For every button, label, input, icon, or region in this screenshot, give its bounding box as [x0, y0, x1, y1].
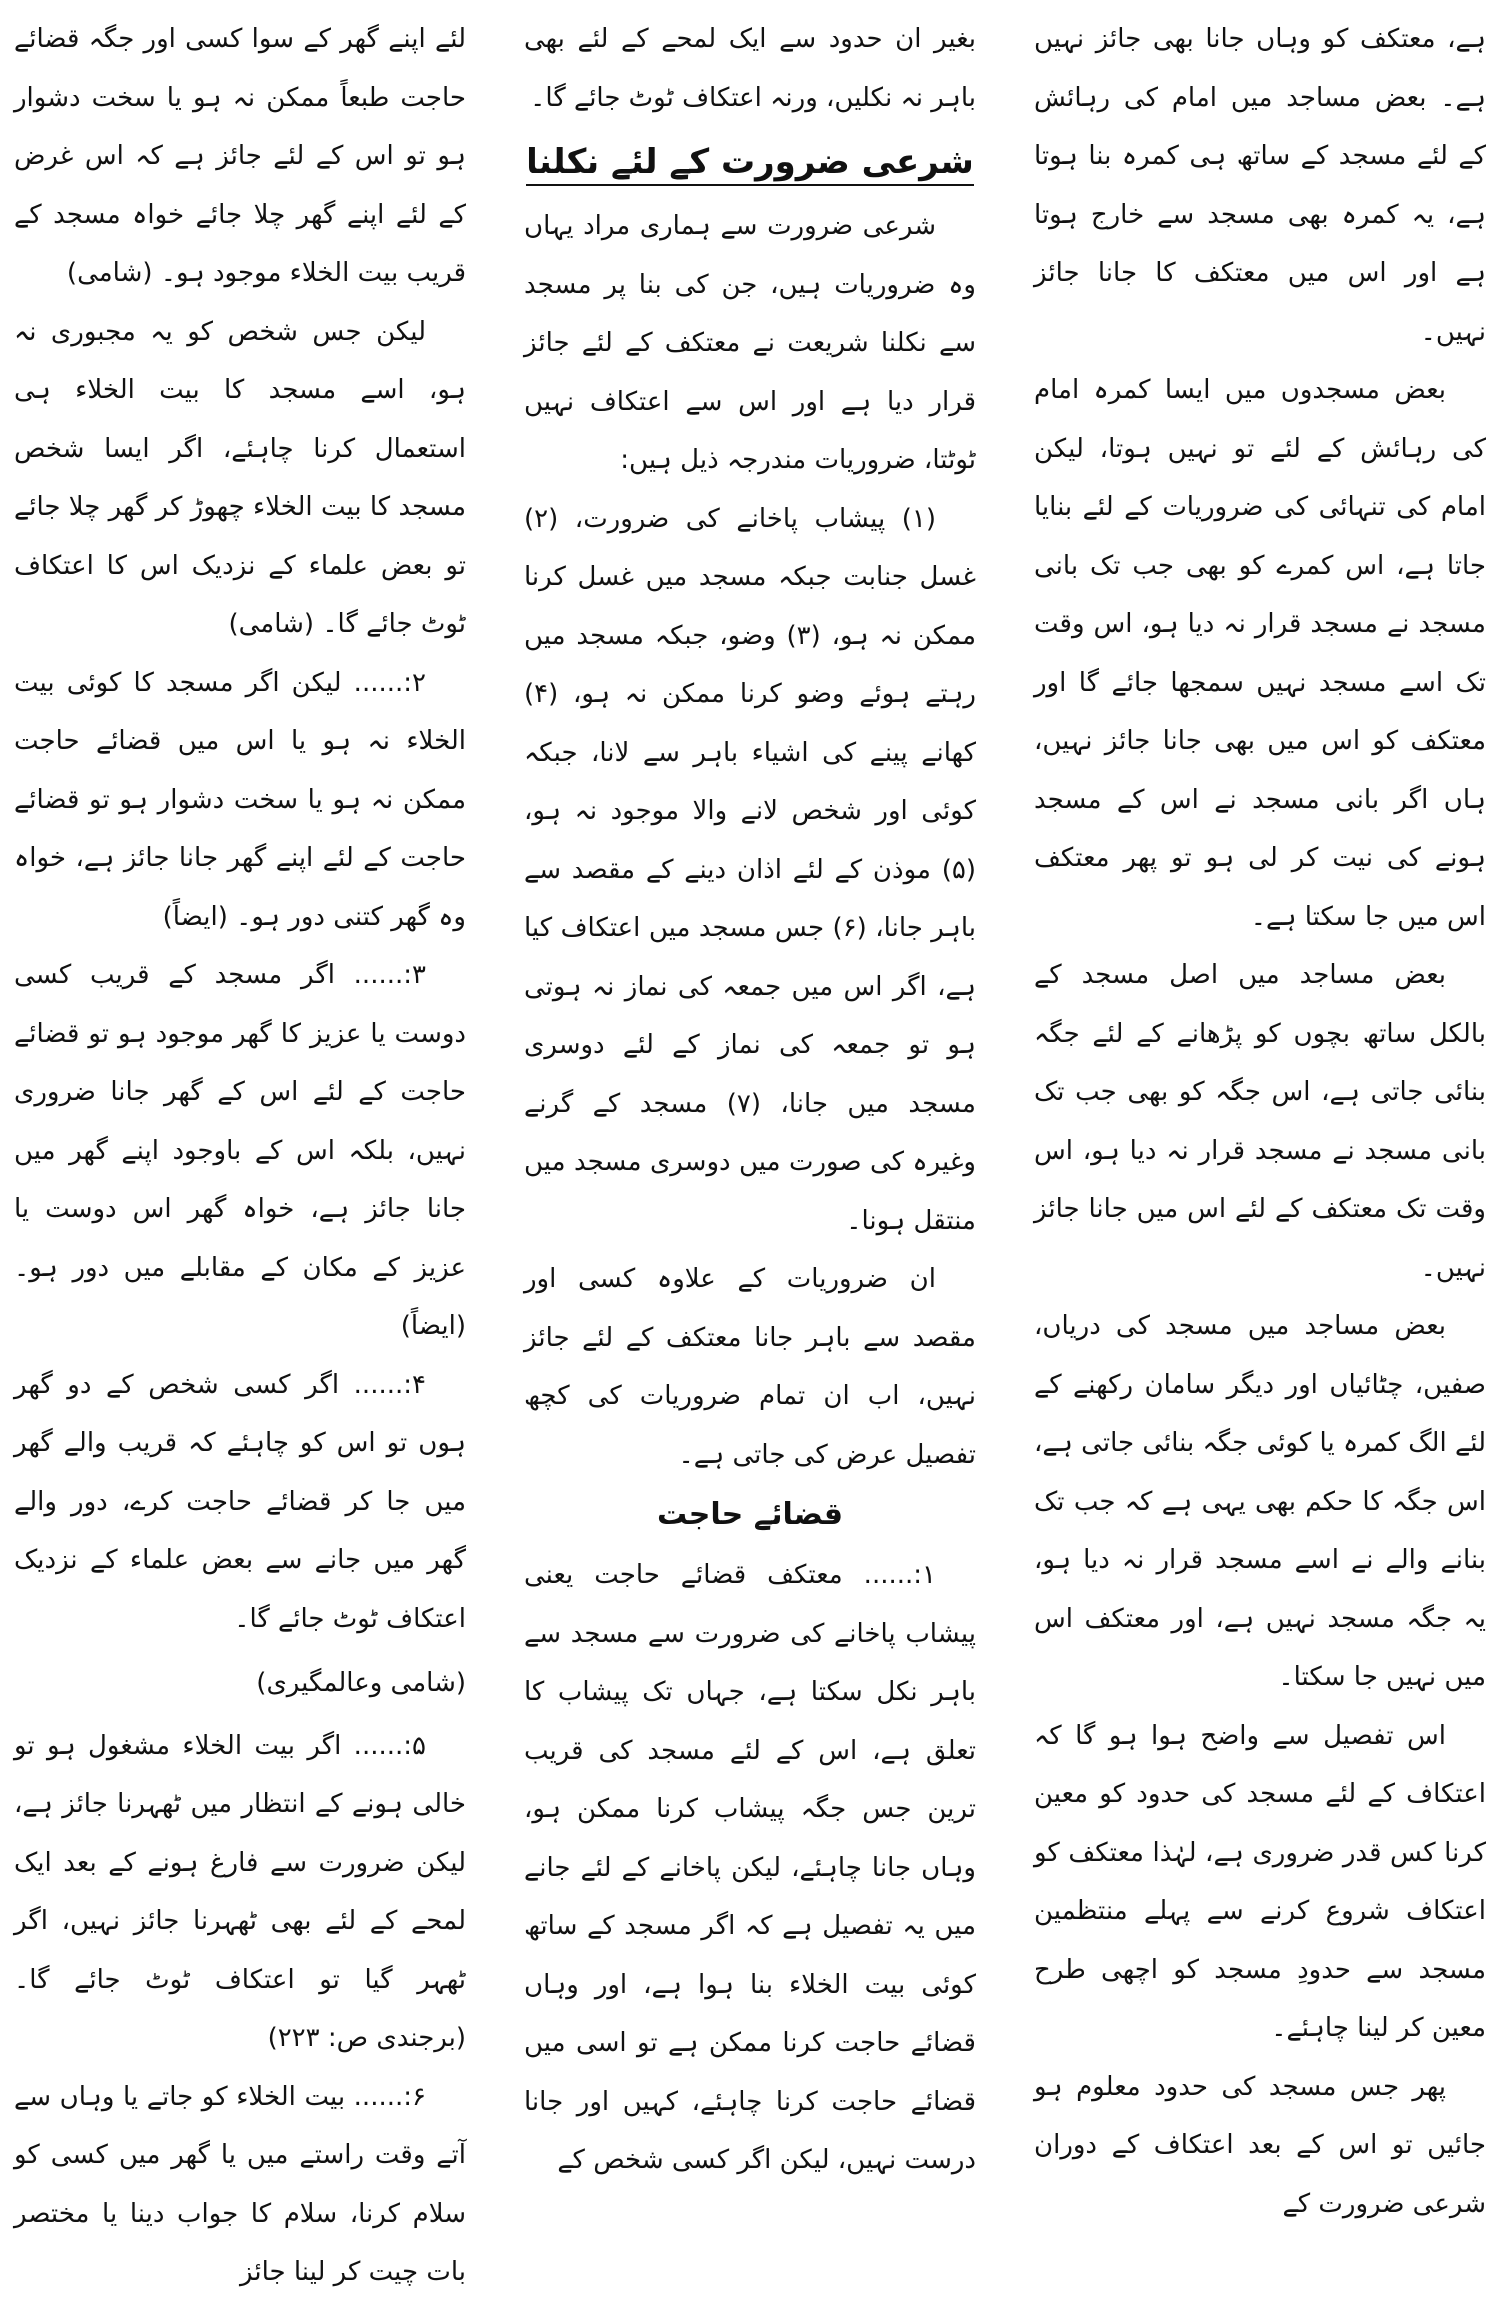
paragraph: بعض مساجد میں اصل مسجد کے بالکل ساتھ بچوں کو پڑھانے کے لئے جگہ بنائی جاتی ہے، اس جگہ کو بھی جب تک بانی مسجد نے مسجد قرار نہ دیا ہو، اس وقت تک معتکف کے لئے اس میں جانا جائز نہیں۔	[1034, 960, 1486, 1283]
paragraph: پھر جس مسجد کی حدود معلوم ہو جائیں تو اس کے بعد اعتکاف کے دوران شرعی ضرورت کے	[1034, 2071, 1486, 2219]
paragraph: بعض مساجد میں مسجد کی دریاں، صفیں، چٹائیاں اور دیگر سامان رکھنے کے لئے الگ کمرہ یا کوئی جگہ بنائی جاتی ہے، اس جگہ کا حکم بھی یہی ہے کہ جب تک بنانے والے نے اسے مسجد قرار نہ دیا ہو، یہ جگہ مسجد نہیں ہے، اور معتکف اس میں نہیں جا سکتا۔	[1034, 1311, 1486, 1692]
paragraph: ۵:...... اگر بیت الخلاء مشغول ہو تو خالی ہونے کے انتظار میں ٹھہرنا جائز ہے، لیکن ضرورت سے فارغ ہونے کے بعد ایک لمحے کے لئے بھی ٹھہرنا جائز نہیں، اگر ٹھہر گیا تو اعتکاف ٹوٹ جائے گا۔ (برجندی ص: ۲۲۳)	[14, 1730, 466, 2053]
paragraph: بعض مسجدوں میں ایسا کمرہ امام کی رہائش کے لئے تو نہیں ہوتا، لیکن امام کی تنہائی کی ضروریات کے لئے بنایا جاتا ہے، اس کمرے کو بھی جب تک بانی مسجد نے مسجد قرار نہ دیا ہو، اس وقت تک اسے مسجد نہیں سمجھا جائے گا اور معتکف کو اس میں بھی جانا جائز نہیں، ہاں اگر بانی مسجد نے اس کے مسجد ہونے کی نیت کر لی ہو تو پھر معتکف اس میں جا سکتا ہے۔	[1034, 375, 1486, 932]
paragraph: (۱) پیشاب پاخانے کی ضرورت، (۲) غسل جنابت جبکہ مسجد میں غسل کرنا ممکن نہ ہو، (۳) وضو، جبکہ مسجد میں رہتے ہوئے وضو کرنا ممکن نہ ہو، (۴) کھانے پینے کی اشیاء باہر سے لانا، جبکہ کوئی اور شخص لانے والا موجود نہ ہو، (۵) موذن کے لئے اذان دینے کے مقصد سے باہر جانا، (۶) جس مسجد میں اعتکاف کیا ہے، اگر اس میں جمعہ کی نماز نہ ہوتی ہو تو جمعہ کی نماز کے لئے دوسری مسجد میں جانا، (۷) مسجد کے گرنے وغیرہ کی صورت میں دوسری مسجد میں منتقل ہونا۔	[524, 503, 976, 1236]
paragraph: لئے اپنے گھر کے سوا کسی اور جگہ قضائے حاجت طبعاً ممکن نہ ہو یا سخت دشوار ہو تو اس کے لئے جائز ہے کہ اس غرض کے لئے اپنے گھر چلا جائے خواہ مسجد کے قریب بیت الخلاء موجود ہو۔ (شامی)	[14, 24, 466, 288]
paragraph: ۳:...... اگر مسجد کے قریب کسی دوست یا عزیز کا گھر موجود ہو تو قضائے حاجت کے لئے اس کے گھر جانا ضروری نہیں، بلکہ اس کے باوجود اپنے گھر میں جانا جائز ہے، خواہ گھر اس دوست یا عزیز کے مکان کے مقابلے میں دور ہو۔ (ایضاً)	[14, 960, 466, 1341]
paragraph: ۱:...... معتکف قضائے حاجت یعنی پیشاب پاخانے کی ضرورت سے مسجد سے باہر نکل سکتا ہے، جہاں تک پیشاب کا تعلق ہے، اس کے لئے مسجد کی قریب ترین جس جگہ پیشاب کرنا ممکن ہو، وہاں جانا چاہئے، لیکن پاخانے کے لئے جانے میں یہ تفصیل ہے کہ اگر مسجد کے ساتھ کوئی بیت الخلاء بنا ہوا ہے، اور وہاں قضائے حاجت کرنا ممکن ہے تو اسی میں قضائے حاجت کرنا چاہئے، کہیں اور جانا درست نہیں، لیکن اگر کسی شخص کے	[524, 1560, 976, 2175]
paragraph: ہے، معتکف کو وہاں جانا بھی جائز نہیں ہے۔ بعض مساجد میں امام کی رہائش کے لئے مسجد کے ساتھ ہی کمرہ بنا ہوتا ہے، یہ کمرہ بھی مسجد سے خارج ہوتا ہے اور اس میں معتکف کا جانا جائز نہیں۔	[1034, 24, 1486, 347]
column-right	[1034, 10, 1486, 2219]
paragraph: ۶:...... بیت الخلاء کو جاتے یا وہاں سے آتے وقت راستے میں یا گھر میں کسی کو سلام کرنا، سلام کا جواب دینا یا مختصر بات چیت کر لینا جائز	[14, 2081, 466, 2287]
paragraph: لیکن جس شخص کو یہ مجبوری نہ ہو، اسے مسجد کا بیت الخلاء ہی استعمال کرنا چاہئے، اگر ایسا شخص مسجد کا بیت الخلاء چھوڑ کر گھر چلا جائے تو بعض علماء کے نزدیک اس کا اعتکاف ٹوٹ جائے گا۔ (شامی)	[14, 316, 466, 639]
section-heading-text: شرعی ضرورت کے لئے نکلنا	[526, 142, 974, 186]
paragraph: بغیر ان حدود سے ایک لمحے کے لئے بھی باہر نہ نکلیں، ورنہ اعتکاف ٹوٹ جائے گا۔	[524, 24, 976, 113]
paragraph: ۴:...... اگر کسی شخص کے دو گھر ہوں تو اس کو چاہئے کہ قریب والے گھر میں جا کر قضائے حاجت کرے، دور والے گھر میں جانے سے بعض علماء کے نزدیک اعتکاف ٹوٹ جائے گا۔	[14, 1369, 466, 1634]
paragraph: ۲:...... لیکن اگر مسجد کا کوئی بیت الخلاء نہ ہو یا اس میں قضائے حاجت ممکن نہ ہو یا سخت دشوار ہو تو قضائے حاجت کے لئے اپنے گھر جانا جائز ہے، خواہ وہ گھر کتنی دور ہو۔ (ایضاً)	[14, 667, 466, 932]
paragraph: شرعی ضرورت سے ہماری مراد یہاں وہ ضروریات ہیں، جن کی بنا پر مسجد سے نکلنا شریعت نے معتکف کے لئے جائز قرار دیا ہے اور اس سے اعتکاف نہیں ٹوٹتا، ضروریات مندرجہ ذیل ہیں:	[524, 211, 976, 475]
column-middle	[524, 10, 976, 2200]
paragraph: اس تفصیل سے واضح ہوا ہو گا کہ اعتکاف کے لئے مسجد کی حدود کو معین کرنا کس قدر ضروری ہے، لہٰذا معتکف کو اعتکاف شروع کرنے سے پہلے منتظمین مسجد سے حدودِ مسجد کو اچھی طرح معین کر لینا چاہئے۔	[1034, 1720, 1486, 2043]
paragraph: ان ضروریات کے علاوہ کسی اور مقصد سے باہر جانا معتکف کے لئے جائز نہیں، اب ان تمام ضروریات کی کچھ تفصیل عرض کی جاتی ہے۔	[524, 1264, 976, 1470]
section-heading	[524, 127, 976, 197]
column-left	[14, 10, 466, 2287]
source-citation: (شامی وعالمگیری)	[256, 1668, 466, 1698]
sub-heading: قضائے حاجت	[656, 1497, 844, 1532]
